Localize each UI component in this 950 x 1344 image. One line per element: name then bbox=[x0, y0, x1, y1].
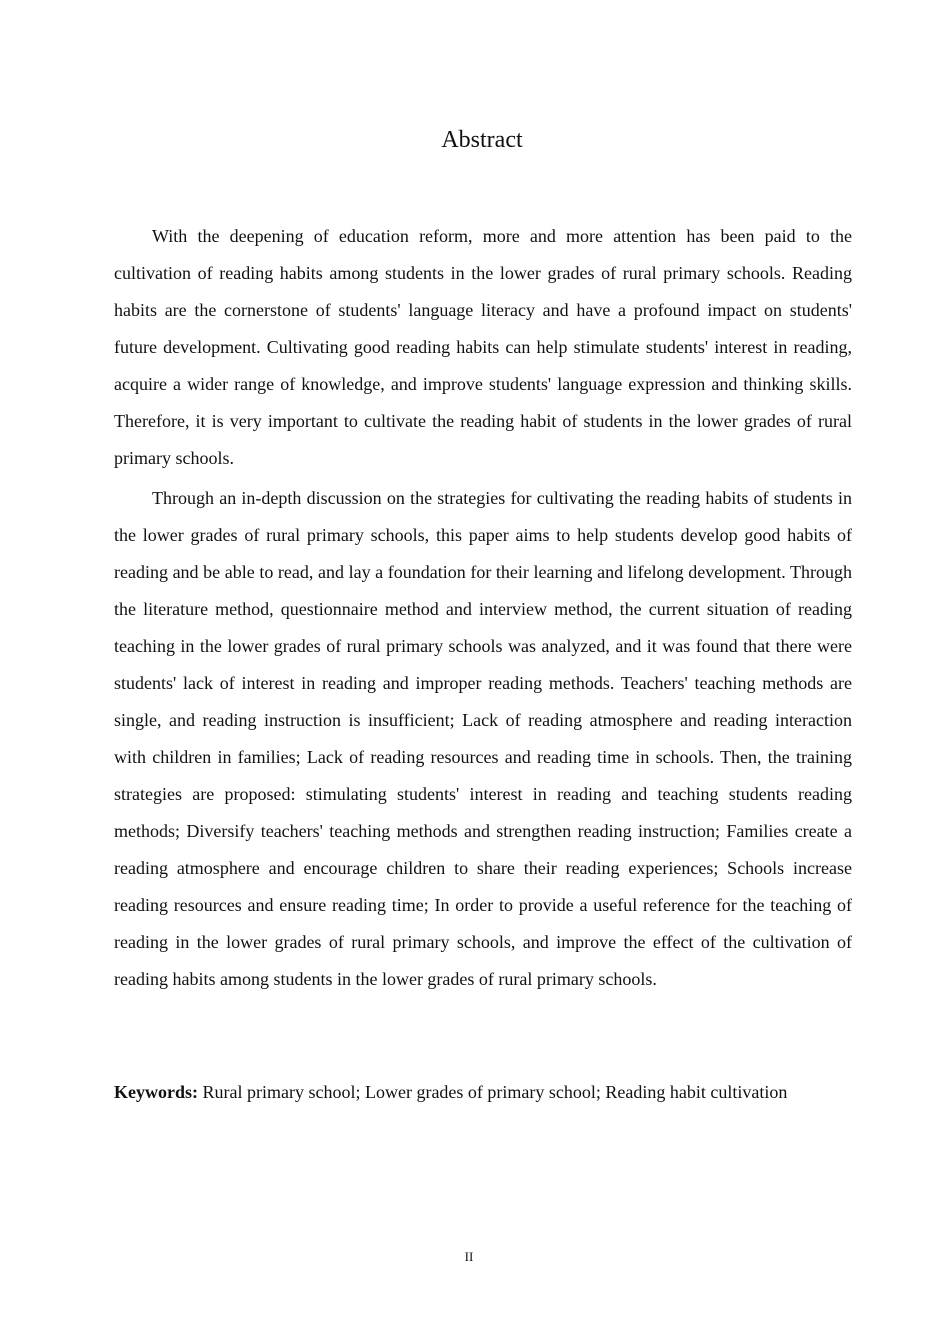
abstract-body bbox=[114, 218, 852, 1001]
keywords-line bbox=[114, 1074, 874, 1110]
page-number: II bbox=[464, 1249, 474, 1264]
page-title: Abstract bbox=[441, 127, 523, 153]
keywords-text: Rural primary school; Lower grades of primary school; Reading habit cultivation bbox=[198, 1082, 788, 1102]
abstract-paragraph: With the deepening of education reform, more and more attention has been paid to the cultivation of reading habits among students in the lower grades of rural primary schools. Reading habits are the cornerstone of students' language literacy and have a profound impact on students' future development. Cultivating good reading habits can help stimulate students' interest in reading, acquire a wider range of knowledge, and improve students' language expression and thinking skills. Therefore, it is very important to cultivate the reading habit of students in the lower grades of rural primary schools. bbox=[114, 226, 852, 468]
keywords-label: Keywords: bbox=[114, 1082, 198, 1102]
abstract-paragraph: Through an in-depth discussion on the strategies for cultivating the reading habits of students in the lower grades of rural primary schools, this paper aims to help students develop good habits of reading and be able to read, and lay a foundation for their learning and lifelong development. Through the literature method, questionnaire method and interview method, the current situation of reading teaching in the lower grades of rural primary schools was analyzed, and it was found that there were students' lack of interest in reading and improper reading methods. Teachers' teaching methods are single, and reading instruction is insufficient; Lack of reading atmosphere and reading interaction with children in families; Lack of reading resources and reading time in schools. Then, the training strategies are proposed: stimulating students' interest in reading and teaching students reading methods; Diversify teachers' teaching methods and strengthen reading instruction; Families create a reading atmosphere and encourage children to share their reading experiences; Schools increase reading resources and ensure reading time; In order to provide a useful reference for the teaching of reading in the lower grades of rural primary schools, and improve the effect of the cultivation of reading habits among students in the lower grades of rural primary schools. bbox=[114, 488, 852, 989]
